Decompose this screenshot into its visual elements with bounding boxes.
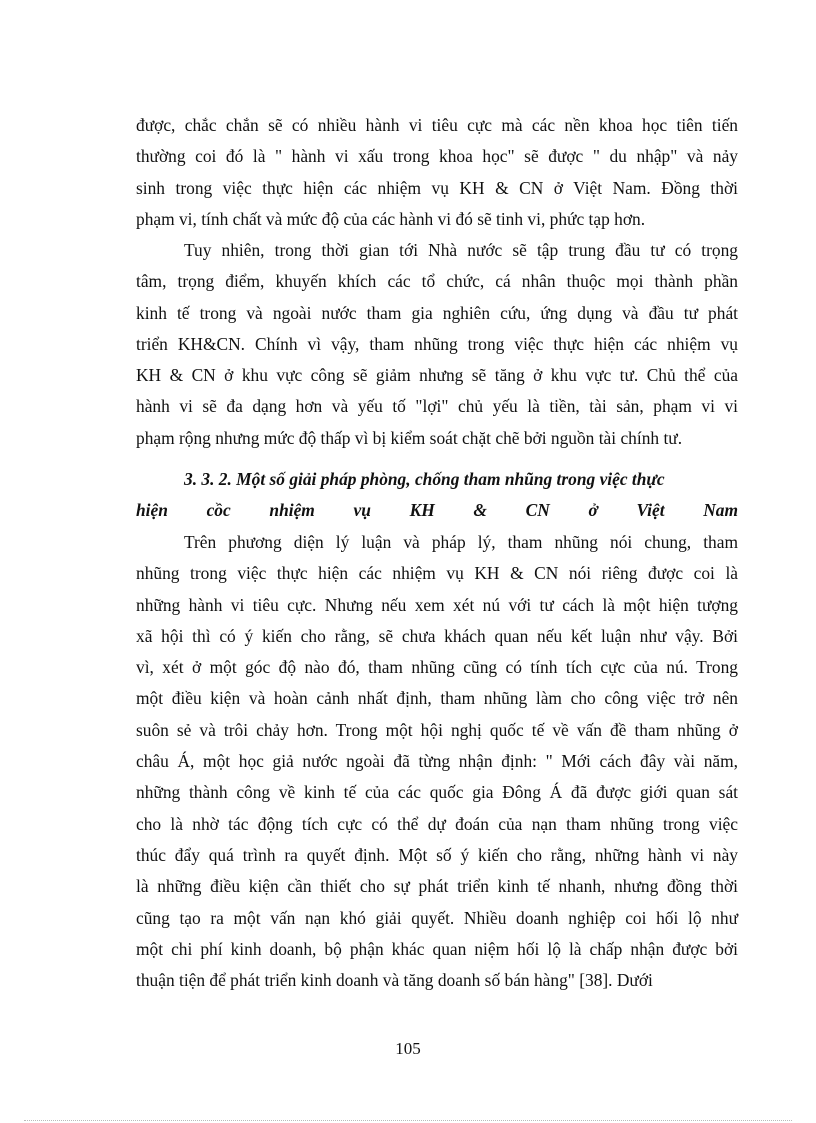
text-line: KH & CN ở khu vực công sẽ giảm nhưng sẽ tăng ở khu vực tư. Chủ thể của [136,365,738,386]
text-line: một chi phí kinh doanh, bộ phận khác quan niệm hối lộ là chấp nhận được bởi [136,938,738,959]
text-line: vì, xét ở một góc độ nào đó, tham nhũng cũng có tính tích cực của nú. Trong [136,657,738,678]
paragraph-3 [136,527,738,996]
text-line: cho là nhờ tác động tích cực có thể dự đoán của nạn tham nhũng trong việc [136,813,738,834]
heading-line: hiện cồc nhiệm vụ KH & CN ở Việt Nam [136,500,738,521]
section-heading [136,464,738,527]
text-line: thuận tiện để phát triển kinh doanh và tăng doanh số bán hàng" [38]. Dưới [136,970,653,991]
page-bottom-divider [24,1120,792,1121]
text-line: được, chắc chắn sẽ có nhiều hành vi tiêu cực mà các nền khoa học tiên tiến [136,115,738,135]
text-line: châu Á, một học giả nước ngoài đã từng nhận định: " Mới cách đây vài năm, [136,751,738,772]
text-line: sinh trong việc thực hiện các nhiệm vụ KH & CN ở Việt Nam. Đồng thời [136,177,738,198]
paragraph-2 [136,235,738,454]
text-line: tâm, trọng điểm, khuyến khích các tổ chức, cá nhân thuộc mọi thành phần [136,271,738,292]
text-line: kinh tế trong và ngoài nước tham gia nghiên cứu, ứng dụng và đầu tư phát [136,302,738,323]
text-line: phạm vi, tính chất và mức độ của các hành vi đó sẽ tinh vi, phức tạp hơn. [136,208,646,229]
page-number: 105 [395,1039,421,1058]
text-line: triển KH&CN. Chính vì vậy, tham nhũng trong việc thực hiện các nhiệm vụ [136,333,738,354]
text-line: hành vi sẽ đa dạng hơn và yếu tố "lợi" chủ yếu là tiền, tài sản, phạm vi vi [136,396,738,417]
text-line: xã hội thì có ý kiến cho rằng, sẽ chưa khách quan nếu kết luận như vậy. Bởi [136,625,738,646]
paragraph-1 [136,110,738,235]
text-line: nhũng trong việc thực hiện các nhiệm vụ KH & CN nói riêng được coi là [136,563,738,584]
text-line: suôn sẻ và trôi chảy hơn. Trong một hội nghị quốc tế về vấn đề tham nhũng ở [136,719,738,740]
text-line: là những điều kiện cần thiết cho sự phát triển kinh tế nhanh, nhưng đồng thời [136,876,738,897]
text-line: một điều kiện và hoàn cảnh nhất định, tham nhũng làm cho công việc trở nên [136,688,738,709]
text-line: cũng tạo ra một vấn nạn khó giải quyết. Nhiều doanh nghiệp coi hối lộ như [136,907,738,928]
text-line: những hành vi tiêu cực. Nhưng nếu xem xét nú với tư cách là một hiện tượng [136,594,738,615]
text-line: thường coi đó là " hành vi xấu trong khoa học" sẽ được " du nhập" và nảy [136,146,738,167]
text-line: phạm rộng nhưng mức độ thấp vì bị kiểm soát chặt chẽ bởi nguồn tài chính tư. [136,427,683,448]
text-line: những thành công về kinh tế của các quốc gia Đông Á đã được giới quan sát [136,782,738,803]
text-line: Tuy nhiên, trong thời gian tới Nhà nước sẽ tập trung đầu tư có trọng [184,240,738,260]
heading-line: 3. 3. 2. Một số giải pháp phòng, chống tham nhũng trong việc thực [184,469,665,489]
text-line: thúc đẩy quá trình ra quyết định. Một số ý kiến cho rằng, những hành vi này [136,844,738,865]
text-line: Trên phương diện lý luận và pháp lý, tham nhũng nói chung, tham [184,532,738,552]
